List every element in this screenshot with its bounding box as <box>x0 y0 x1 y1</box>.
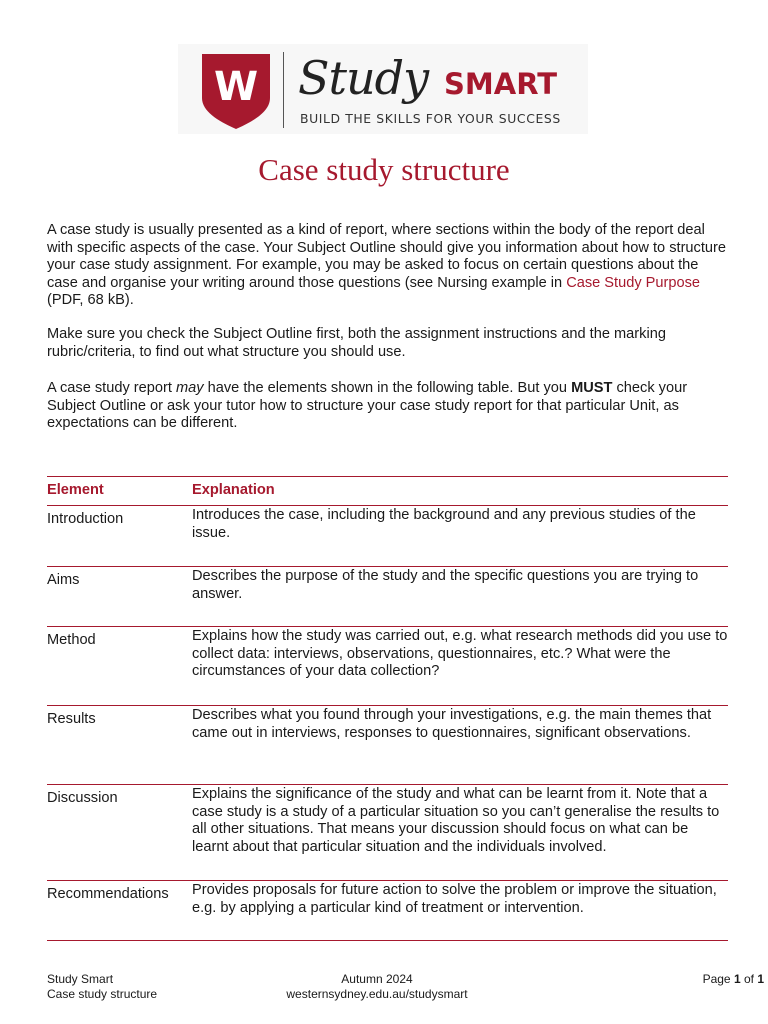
check-outline-paragraph: Make sure you check the Subject Outline first, both the assignment instructions and the marking rubric/criteria, to find out what structure you should use. <box>47 326 666 360</box>
row-explanation: Describes what you found through your investigations, e.g. the main themes that came out in interviews, responses to questionnaires, significant observations. <box>192 707 712 741</box>
row-explanation: Explains how the study was carried out, e.g. what research methods did you use to collect data: interviews, observations, questionnaires, etc.? What were the circumstances of your data collection? <box>192 628 728 679</box>
table-bottom-rule <box>47 940 728 941</box>
shield-letter: W <box>213 64 259 110</box>
row-element: Recommendations <box>47 886 169 902</box>
footer-series: Study Smart <box>47 972 114 986</box>
row-element: Aims <box>47 572 80 588</box>
footer-page-number <box>703 972 764 987</box>
p3-emphasis: may <box>175 380 204 396</box>
elements-paragraph <box>47 380 727 433</box>
row-explanation: Explains the significance of the study and what can be learnt from it. Note that a case study is a study of a particular situation so you can’t generalise the results to all other situations. That means your discussion should focus on what can be learnt about that particular situation and the individuals involved. <box>192 786 720 855</box>
header-element: Element <box>47 482 104 498</box>
page-prefix: Page <box>702 972 734 986</box>
table-header-row <box>47 476 728 505</box>
table-row <box>47 784 728 880</box>
intro-paragraph <box>47 222 727 310</box>
structure-table <box>47 476 728 941</box>
case-study-purpose-link[interactable]: Case Study Purpose <box>566 274 701 291</box>
footer-term: Autumn 2024 <box>341 972 413 986</box>
row-explanation: Introduces the case, including the background and any previous studies of the issue. <box>192 507 696 541</box>
university-shield-icon <box>200 52 272 130</box>
p3-text-a: A case study report <box>47 380 176 396</box>
p3-text-b: have the elements shown in the following table. But you <box>203 380 572 396</box>
row-element: Introduction <box>47 511 124 527</box>
page-title: Case study structure <box>258 152 510 187</box>
footer-url: westernsydney.edu.au/studysmart <box>286 987 468 1001</box>
footer-doc-title: Case study structure <box>47 987 158 1001</box>
table-row <box>47 626 728 705</box>
row-explanation: Describes the purpose of the study and the specific questions you are trying to answer. <box>192 568 699 602</box>
page-of: of <box>740 972 758 986</box>
logo-divider <box>283 52 284 128</box>
table-row <box>47 705 728 784</box>
row-element: Method <box>47 632 96 648</box>
intro-text-after: (PDF, 68 kB). <box>47 292 134 308</box>
page-current: 1 <box>733 972 741 986</box>
table-row <box>47 505 728 566</box>
row-element: Results <box>47 711 96 727</box>
row-element: Discussion <box>47 790 118 806</box>
page-total: 1 <box>757 972 764 986</box>
row-explanation: Provides proposals for future action to solve the problem or improve the situation, e.g. by applying a particular kind of treatment or intervention. <box>192 882 717 916</box>
logo-tagline: BUILD THE SKILLS FOR YOUR SUCCESS <box>300 111 561 126</box>
logo-smart-text: SMART <box>444 67 557 101</box>
p3-text-c: check your Subject Outline or ask your tutor how to structure your case study report for that particular Unit, as expectations can be different. <box>47 380 688 431</box>
table-row <box>47 880 728 940</box>
logo-study-text: Study <box>298 51 429 105</box>
header-explanation: Explanation <box>192 482 275 498</box>
table-row <box>47 566 728 626</box>
intro-text: A case study is usually presented as a kind of report, where sections within the body of the report deal with specific aspects of the case. Your Subject Outline should give you information about how to structure your case study assignment. For example, you may be asked to focus on certain questions about the case and organise your writing around those questions (see Nursing example in <box>47 222 726 291</box>
p3-strong: MUST <box>571 380 613 396</box>
footer-center <box>47 972 707 1002</box>
